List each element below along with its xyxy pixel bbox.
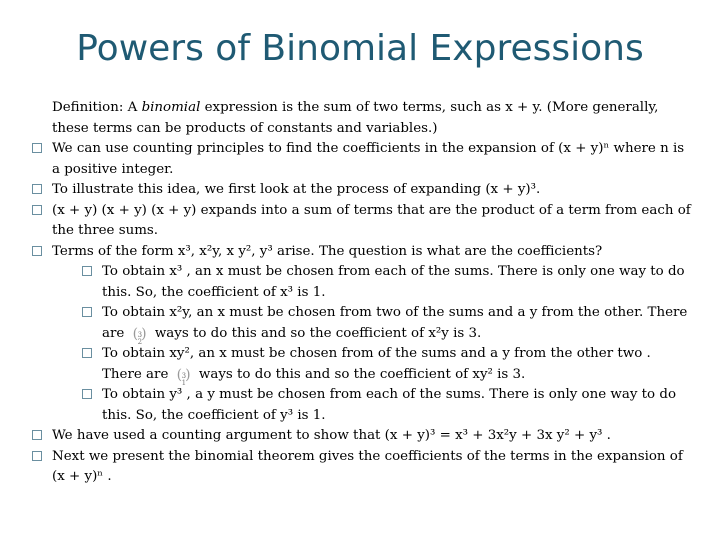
bullet-square-icon (32, 143, 42, 153)
definition-paragraph (32, 98, 692, 139)
bullet-text: (x + y) (x + y) (x + y) expands into a sum of terms that are the product of a term from each of the three sums. (52, 202, 691, 238)
bullet-item (32, 180, 692, 201)
bullet-square-icon (82, 307, 92, 317)
binomial-top: ( 3 (137, 331, 143, 339)
binomial-bottom: 1 (181, 379, 187, 387)
binomial-term: binomial (141, 100, 201, 115)
bullet-square-icon (32, 205, 42, 215)
bullet-item (32, 201, 692, 242)
bullet-square-icon (82, 266, 92, 276)
sub-bullet-item (82, 303, 692, 344)
definition-text-post: expression is the sum of two terms, such as x + y. (More generally, these terms can be products of constants and variables.) (52, 100, 659, 136)
bullet-text: Next we present the binomial theorem gives the coefficients of the terms in the expansion of (x + y)ⁿ . (52, 448, 683, 484)
bullet-item (32, 426, 692, 447)
sub-bullet-text-post: ways to do this and so the coefficient of xy² is 3. (198, 366, 526, 382)
bullet-square-icon (82, 348, 92, 358)
bullet-text: We can use counting principles to find the coefficients in the expansion of (x + y)ⁿ where n is a positive integer. (52, 141, 685, 177)
bullet-item (32, 447, 692, 488)
sub-bullet-text: To obtain x³ , an x must be chosen from each of the sums. There is only one way to do this. So, the coefficient of x³ is 1. (102, 264, 685, 300)
bullet-square-icon (32, 246, 42, 256)
sub-bullet-text-post: ways to do this and so the coefficient of x²y is 3. (154, 325, 482, 341)
bullet-text: We have used a counting argument to show that (x + y)³ = x³ + 3x²y + 3x y² + y³ . (52, 428, 611, 443)
definition-text-pre: A (123, 100, 142, 115)
sub-bullet-item (82, 385, 692, 426)
sub-bullet-item (82, 344, 692, 385)
bullet-item (32, 139, 692, 180)
slide-title: Powers of Binomial Expressions (76, 28, 644, 69)
bullet-square-icon (32, 184, 42, 194)
binomial-top: ( 3 (181, 372, 187, 380)
definition-label: Definition: (52, 100, 124, 115)
sub-bullet-text-pre: To obtain x²y, an x must be chosen from two of the sums and a y from the other. There are (102, 305, 688, 341)
bullet-item (32, 242, 692, 263)
bullet-square-icon (82, 389, 92, 399)
bullet-square-icon (32, 451, 42, 461)
sub-bullet-text: To obtain y³ , a y must be chosen from each of the sums. There is only one way to do this. So, the coefficient of y³ is 1. (102, 387, 677, 423)
bullet-text: To illustrate this idea, we first look at the process of expanding (x + y)³. (52, 182, 541, 197)
sub-bullet-item (82, 262, 692, 303)
bullet-text: Terms of the form x³, x²y, x y², y³ arise. The question is what are the coefficients? (52, 243, 603, 259)
slide-body (32, 98, 692, 488)
bullet-square-icon (32, 430, 42, 440)
binomial-coefficient (133, 325, 147, 346)
binomial-bottom: 2 (137, 338, 143, 346)
sub-bullet-text-pre: To obtain xy², an x must be chosen from of the sums and a y from the other two . There are (102, 346, 651, 382)
binomial-coefficient (177, 366, 191, 387)
